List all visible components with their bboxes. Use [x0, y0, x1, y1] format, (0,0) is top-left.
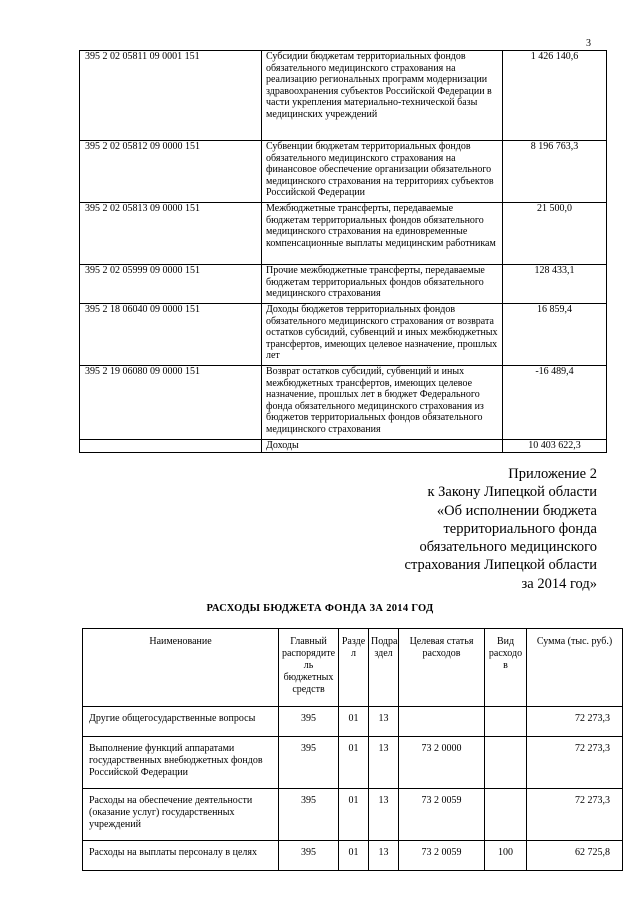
page-number: 3: [586, 38, 591, 49]
expense-section: 01: [339, 841, 369, 871]
income-amount: -16 489,4: [503, 366, 607, 440]
expense-name: Расходы на обеспечение деятельности (оказание услуг) государственных учреждений: [83, 789, 279, 841]
expense-subsection: 13: [369, 737, 399, 789]
expense-sum: 72 273,3: [527, 789, 623, 841]
expenses-title: РАСХОДЫ БЮДЖЕТА ФОНДА ЗА 2014 ГОД: [206, 603, 434, 614]
table-row: [83, 841, 623, 871]
expense-admin: 395: [279, 841, 339, 871]
expense-admin: 395: [279, 737, 339, 789]
expense-admin: 395: [279, 707, 339, 737]
appendix-line: территориального фонда: [443, 520, 597, 537]
expenses-table: [82, 628, 623, 871]
income-name: Субсидии бюджетам территориальных фондов обязательного медицинского страхования на реализацию региональных программ модернизации здравоохранения субъектов Российской Федерации в части укрепления материально-технической базы медицинских учреждений: [262, 51, 503, 141]
table-row: [80, 366, 607, 440]
income-amount: 8 196 763,3: [503, 141, 607, 203]
expense-name: Выполнение функций аппаратами государственных внебюджетных фондов Российской Федерации: [83, 737, 279, 789]
income-code: 395 2 02 05812 09 0000 151: [80, 141, 262, 203]
expense-name: Расходы на выплаты персоналу в целях: [83, 841, 279, 871]
appendix-line: страхования Липецкой области: [404, 557, 597, 574]
income-amount: 1 426 140,6: [503, 51, 607, 141]
expense-type: [485, 707, 527, 737]
appendix-line: за 2014 год»: [521, 575, 597, 592]
table-row: [80, 304, 607, 366]
income-amount: 128 433,1: [503, 265, 607, 304]
table-row: [80, 141, 607, 203]
expense-name: Другие общегосударственные вопросы: [83, 707, 279, 737]
income-code: 395 2 02 05813 09 0000 151: [80, 203, 262, 265]
expense-target: [399, 707, 485, 737]
income-code: 395 2 02 05811 09 0001 151: [80, 51, 262, 141]
header-subsection: Подра здел: [369, 629, 399, 707]
expense-admin: 395: [279, 789, 339, 841]
table-row: [80, 203, 607, 265]
income-amount: 16 859,4: [503, 304, 607, 366]
income-table: [79, 50, 607, 453]
expense-target: 73 2 0000: [399, 737, 485, 789]
header-name: Наименование: [83, 629, 279, 707]
expense-subsection: 13: [369, 841, 399, 871]
income-code: 395 2 18 06040 09 0000 151: [80, 304, 262, 366]
header-admin: Главный распорядите ль бюджетных средств: [279, 629, 339, 707]
header-section: Разде л: [339, 629, 369, 707]
table-row: [83, 789, 623, 841]
table-header-row: [83, 629, 623, 707]
income-name: Субвенции бюджетам территориальных фондов обязательного медицинского страхования на финансовое обеспечение организации обязательного медицинского страхования на территориях субъектов Российской Федерации: [262, 141, 503, 203]
expense-type: [485, 789, 527, 841]
expense-sum: 72 273,3: [527, 737, 623, 789]
header-sum: Сумма (тыс. руб.): [527, 629, 623, 707]
expense-subsection: 13: [369, 789, 399, 841]
expense-sum: 72 273,3: [527, 707, 623, 737]
appendix-note: [237, 465, 597, 593]
table-row: [83, 737, 623, 789]
expense-target: 73 2 0059: [399, 841, 485, 871]
table-row: [80, 51, 607, 141]
expense-section: 01: [339, 707, 369, 737]
header-type: Вид расходо в: [485, 629, 527, 707]
appendix-line: к Закону Липецкой области: [427, 484, 597, 501]
table-row: [80, 265, 607, 304]
income-name: Межбюджетные трансферты, передаваемые бюджетам территориальных фондов обязательного медицинского страхования на единовременные компенсационные выплаты медицинским работникам: [262, 203, 503, 265]
appendix-line: Приложение 2: [508, 466, 597, 482]
income-total-amount: 10 403 622,3: [503, 440, 607, 453]
table-row: [83, 707, 623, 737]
income-amount: 21 500,0: [503, 203, 607, 265]
expense-section: 01: [339, 789, 369, 841]
expense-sum: 62 725,8: [527, 841, 623, 871]
expense-type: 100: [485, 841, 527, 871]
table-row: [80, 440, 607, 453]
expense-target: 73 2 0059: [399, 789, 485, 841]
expense-type: [485, 737, 527, 789]
expense-section: 01: [339, 737, 369, 789]
income-name: Возврат остатков субсидий, субвенций и иных межбюджетных трансфертов, имеющих целевое назначение, прошлых лет в бюджет Федерального фонда обязательного медицинского страхования из бюджетов территориальных фондов обязательного медицинского страхования: [262, 366, 503, 440]
appendix-line: обязательного медицинского: [419, 539, 597, 556]
income-code: 395 2 19 06080 09 0000 151: [80, 366, 262, 440]
income-code: [80, 440, 262, 453]
appendix-line: «Об исполнении бюджета: [436, 502, 597, 519]
income-total-label: Доходы: [262, 440, 503, 453]
income-code: 395 2 02 05999 09 0000 151: [80, 265, 262, 304]
header-target: Целевая статья расходов: [399, 629, 485, 707]
expense-subsection: 13: [369, 707, 399, 737]
income-name: Доходы бюджетов территориальных фондов обязательного медицинского страхования от возврата остатков субсидий, субвенций и иных межбюджетных трансфертов, имеющих целевое назначение, прошлых лет: [262, 304, 503, 366]
income-name: Прочие межбюджетные трансферты, передаваемые бюджетам территориальных фондов обязательного медицинского страхования: [262, 265, 503, 304]
